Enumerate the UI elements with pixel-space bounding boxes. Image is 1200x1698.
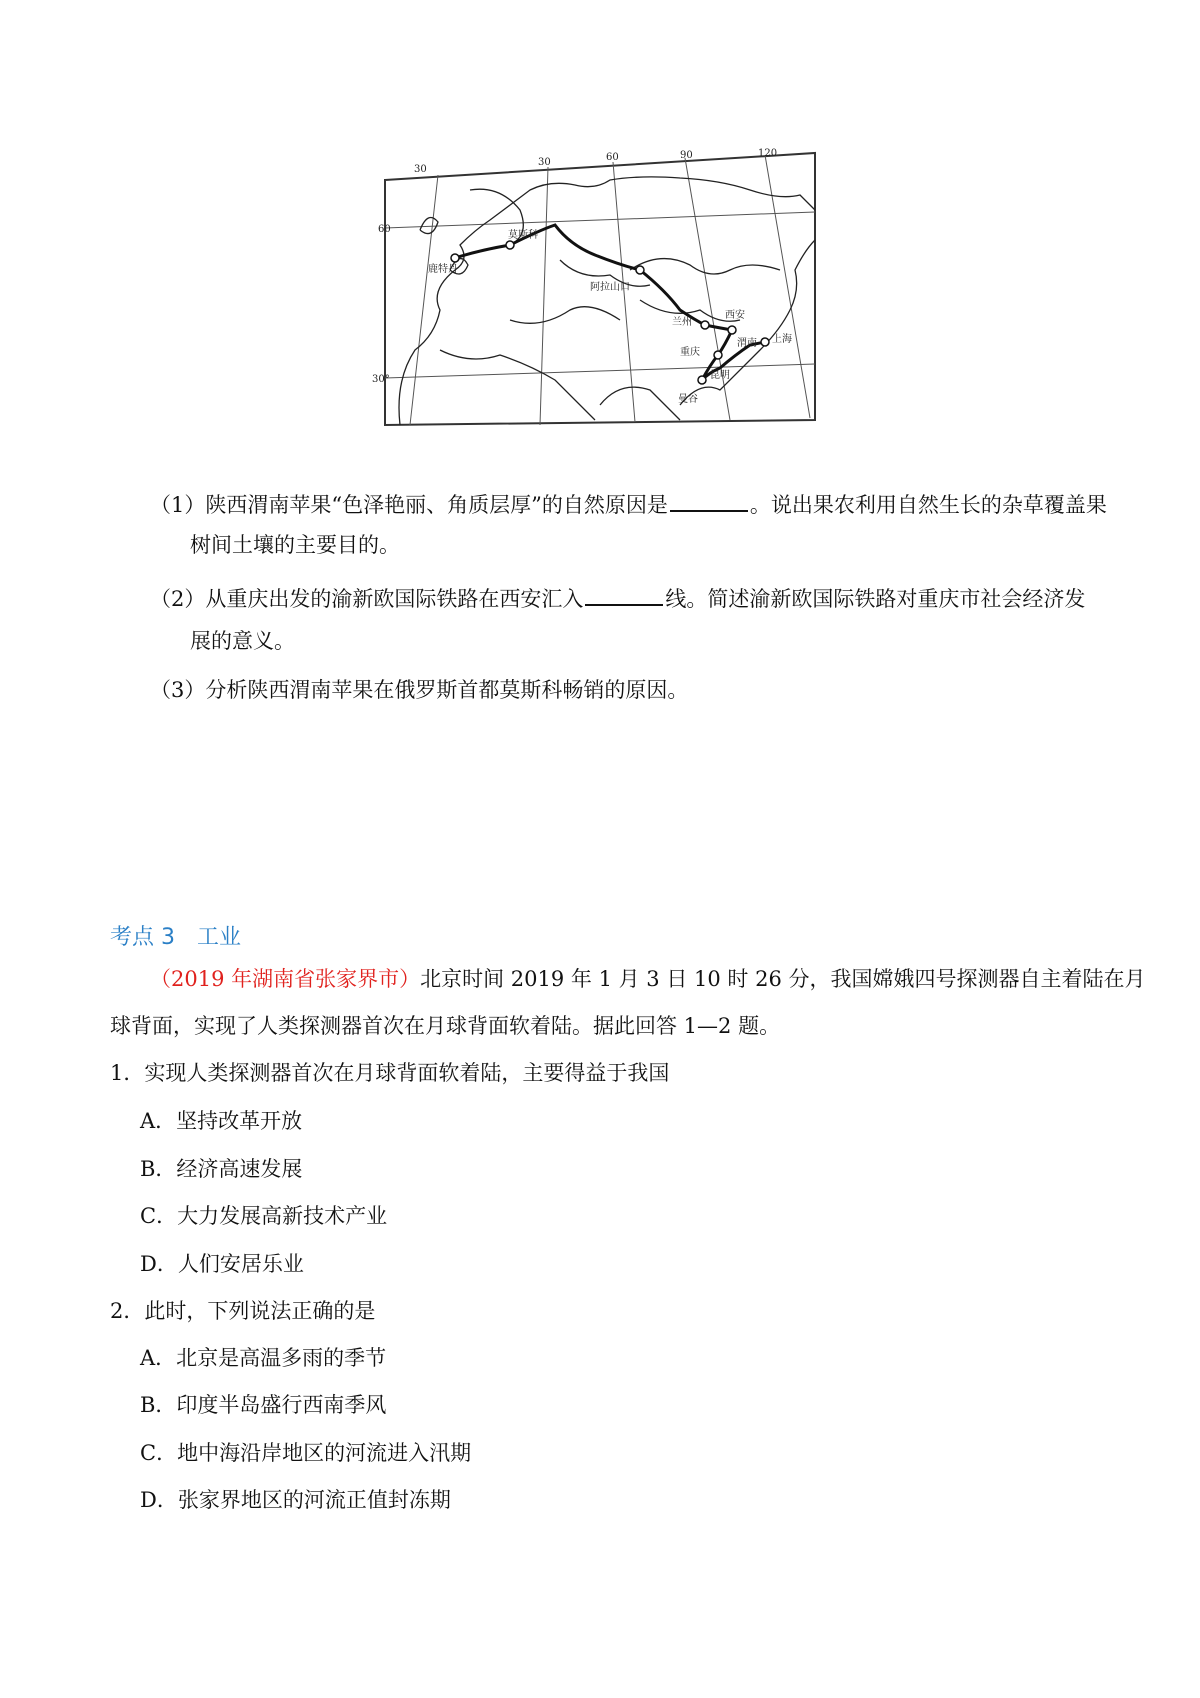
option-a[interactable]: A．坚持改革开放	[140, 1109, 303, 1133]
option-c[interactable]: C．大力发展高新技术产业	[140, 1204, 388, 1228]
place-label: 莫斯科	[508, 230, 538, 241]
question-2-line-2: 展的意义。	[190, 629, 295, 653]
place-label: 昆明	[710, 370, 730, 381]
option-d[interactable]: D．人们安居乐业	[140, 1252, 304, 1276]
lon-label: 120	[758, 148, 778, 159]
map-drawing	[372, 148, 880, 455]
option-b[interactable]: B．印度半岛盛行西南季风	[140, 1393, 387, 1417]
lat-label: 60	[378, 224, 391, 235]
place-label: 鹿特丹	[428, 264, 458, 275]
answer-blank[interactable]	[670, 488, 748, 512]
mc-question-2: 2．此时，下列说法正确的是	[110, 1299, 376, 1323]
place-label: 渭南	[737, 338, 757, 349]
lon-label: 60	[606, 152, 619, 163]
section-heading: 考点 3 工业	[110, 925, 241, 950]
mc-question-1: 1．实现人类探测器首次在月球背面软着陆，主要得益于我国	[110, 1061, 670, 1085]
source-tag: （2019 年湖南省张家界市）	[150, 967, 421, 991]
lon-label: 90	[680, 150, 693, 161]
answer-blank[interactable]	[585, 582, 663, 606]
place-label: 西安	[725, 310, 745, 321]
lon-label: 30	[538, 157, 551, 168]
question-1-line-1: （1）陕西渭南苹果“色泽艳丽、角质层厚”的自然原因是 。说出果农利用自然生长的杂草覆盖果	[150, 488, 1107, 520]
intro-line-1: （2019 年湖南省张家界市）北京时间 2019 年 1 月 3 日 10 时 26 分，我国嫦娥四号探测器自主着陆在月	[150, 967, 1146, 991]
option-d[interactable]: D．张家界地区的河流正值封冻期	[140, 1488, 451, 1512]
option-b[interactable]: B．经济高速发展	[140, 1157, 303, 1181]
place-label: 阿拉山口	[590, 282, 630, 293]
intro-line-2: 球背面，实现了人类探测器首次在月球背面软着陆。据此回答 1—2 题。	[110, 1014, 781, 1038]
railway-map	[372, 148, 880, 455]
place-label: 上海	[772, 334, 792, 345]
place-label: 曼谷	[678, 394, 698, 405]
question-3: （3）分析陕西渭南苹果在俄罗斯首都莫斯科畅销的原因。	[150, 678, 689, 702]
lon-label: 30	[414, 164, 427, 175]
question-2-line-1: （2）从重庆出发的渝新欧国际铁路在西安汇入 线。简述渝新欧国际铁路对重庆市社会经济发	[150, 582, 1085, 614]
place-label: 兰州	[672, 317, 692, 328]
question-1-line-2: 树间土壤的主要目的。	[190, 533, 400, 557]
option-c[interactable]: C．地中海沿岸地区的河流进入汛期	[140, 1441, 472, 1465]
option-a[interactable]: A．北京是高温多雨的季节	[140, 1346, 387, 1370]
place-label: 重庆	[680, 347, 700, 358]
lat-label: 30°	[372, 374, 390, 385]
